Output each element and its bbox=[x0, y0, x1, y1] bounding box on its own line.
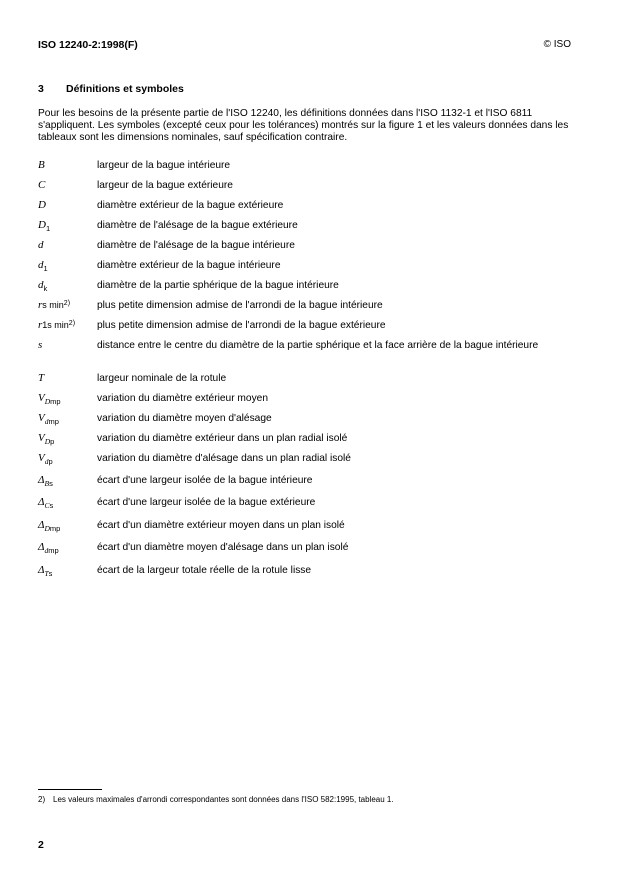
definition-text: diamètre de l'alésage de la bague intérieure bbox=[97, 240, 295, 251]
definition-text: largeur nominale de la rotule bbox=[97, 373, 227, 384]
footnote-mark: 2) bbox=[38, 795, 46, 804]
symbol: d bbox=[38, 239, 44, 251]
definition-text: diamètre de l'alésage de la bague extérieure bbox=[97, 220, 298, 231]
definition-text: diamètre de la partie sphérique de la bague intérieure bbox=[97, 280, 339, 291]
definition-text: écart d'une largeur isolée de la bague extérieure bbox=[97, 497, 316, 508]
symbol: $\Delta_{Dmp}$ bbox=[38, 519, 61, 533]
definition-text: variation du diamètre d'alésage dans un plan radial isolé bbox=[97, 453, 351, 464]
definition-text: largeur de la bague intérieure bbox=[97, 160, 231, 171]
definition-text: variation du diamètre extérieur moyen bbox=[97, 393, 269, 404]
symbol: D bbox=[38, 199, 46, 211]
section-title: Définitions et symboles bbox=[66, 83, 184, 95]
symbol: s bbox=[38, 339, 43, 351]
definition-text: variation du diamètre moyen d'alésage bbox=[97, 413, 272, 424]
definition-text: variation du diamètre extérieur dans un plan radial isolé bbox=[97, 433, 348, 444]
definition-text: diamètre extérieur de la bague intérieure bbox=[97, 260, 281, 271]
section-number: 3 bbox=[38, 83, 44, 95]
definition-text: écart d'un diamètre extérieur moyen dans un plan isolé bbox=[97, 520, 345, 531]
symbol: $\Delta_{dmp}$ bbox=[38, 541, 59, 555]
definition-text: plus petite dimension admise de l'arrondi de la bague extérieure bbox=[97, 320, 386, 331]
footnote bbox=[38, 795, 394, 804]
symbol: $d_k$ bbox=[38, 279, 48, 293]
symbol: $V_{dp}$ bbox=[38, 452, 53, 466]
symbol: r1s $\min^{2)}$ bbox=[38, 319, 76, 331]
definition-text: plus petite dimension admise de l'arrondi de la bague intérieure bbox=[97, 300, 383, 311]
symbol: $d_1$ bbox=[38, 259, 48, 273]
definition-text: écart d'une largeur isolée de la bague intérieure bbox=[97, 475, 313, 486]
page-number: 2 bbox=[38, 839, 44, 851]
section-heading bbox=[38, 83, 184, 95]
definition-text: largeur de la bague extérieure bbox=[97, 180, 233, 191]
definition-text: diamètre extérieur de la bague extérieure bbox=[97, 200, 284, 211]
symbol: $V_{Dmp}$ bbox=[38, 392, 61, 406]
symbol: $\Delta_{Ts}$ bbox=[38, 564, 53, 578]
intro-paragraph: Pour les besoins de la présente partie de l'ISO 12240, les définitions données dans l'ISO 1132-1 et l'ISO 6811 s'appliquent. Les symboles (excepté ceux pour les tolérances) montrés sur la figure 1 et les valeurs données dans les tableaux sont les dimensions nominales, sauf spécification contraire. bbox=[38, 108, 569, 143]
symbol: rs $\min^{2)}$ bbox=[38, 299, 71, 311]
definition-text: écart de la largeur totale réelle de la rotule lisse bbox=[97, 565, 312, 576]
footnote-separator bbox=[38, 789, 102, 790]
symbol: B bbox=[38, 159, 45, 171]
document-id: ISO 12240-2:1998(F) bbox=[38, 39, 138, 51]
definition-text: écart d'un diamètre moyen d'alésage dans un plan isolé bbox=[97, 542, 349, 553]
copyright-notice: © ISO bbox=[543, 39, 571, 50]
symbol: T bbox=[38, 372, 45, 384]
symbol: $V_{Dp}$ bbox=[38, 432, 55, 446]
symbol: $\Delta_{Cs}$ bbox=[38, 496, 54, 510]
symbol: $V_{dmp}$ bbox=[38, 412, 59, 426]
symbol: C bbox=[38, 179, 46, 191]
symbol: $D_1$ bbox=[38, 219, 51, 233]
footnote-text: Les valeurs maximales d'arrondi correspondantes sont données dans l'ISO 582:1995, tableau 1. bbox=[53, 795, 394, 804]
definition-text: distance entre le centre du diamètre de la partie sphérique et la face arrière de la bague intérieure bbox=[97, 340, 539, 351]
symbol: $\Delta_{Bs}$ bbox=[38, 474, 53, 488]
